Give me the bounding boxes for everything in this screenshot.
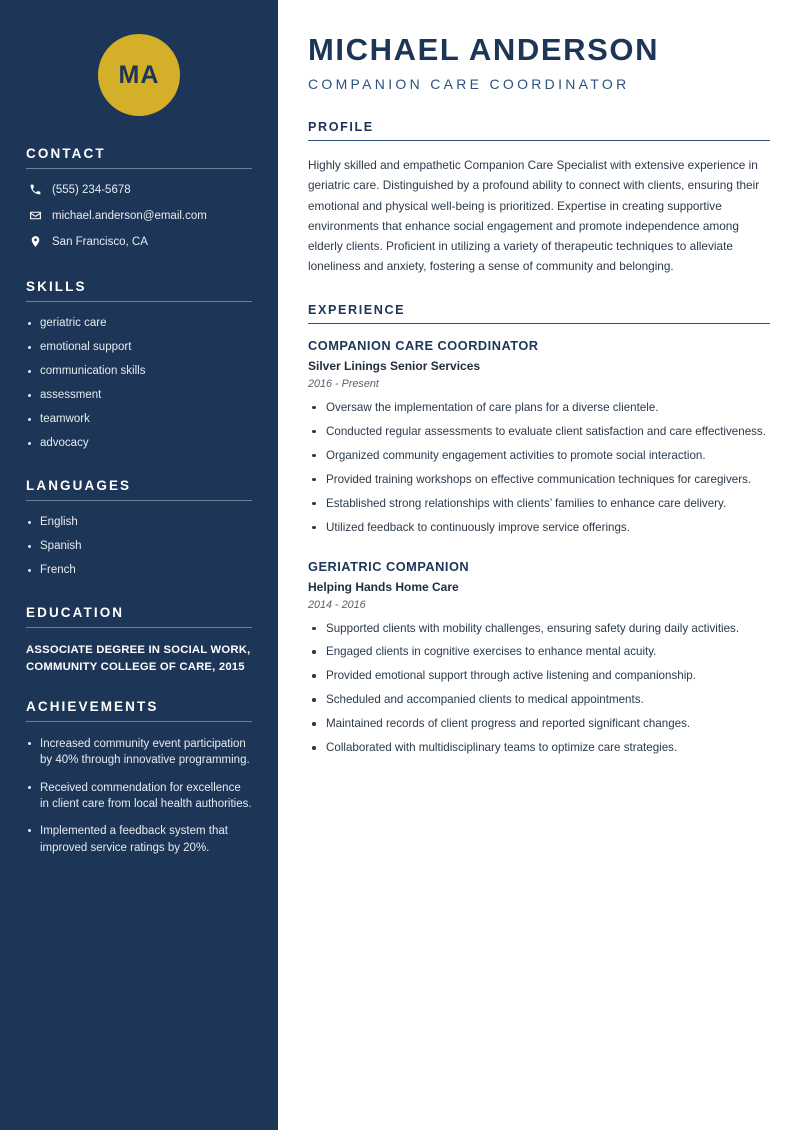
job-company: Silver Linings Senior Services (308, 358, 481, 373)
job-role-subtitle: COMPANION CARE COORDINATOR (308, 76, 630, 92)
phone-icon (26, 183, 44, 196)
list-item: emotional support (26, 340, 252, 356)
job-title: COMPANION CARE COORDINATOR (308, 337, 539, 353)
profile-text: Highly skilled and empathetic Companion Care Specialist with extensive experience in geriatric care. Distinguished by a profound ability to connect with clients, ensuring their emotional and physical well-being is prioritized. Expertise in creating supportive environments that enhance social engagement and promote independence among elderly clients. Proficient in utilizing a variety of therapeutic techniques to alleviate loneliness and anxiety, fostering a sense of community and belonging. (308, 158, 760, 274)
education-section (0, 605, 278, 675)
job-bullet-list (308, 399, 770, 537)
list-item: Oversaw the implementation of care plans for a diverse clientele. (308, 399, 770, 417)
languages-divider (26, 500, 252, 501)
contact-item-location (26, 235, 252, 248)
list-item: Supported clients with mobility challenges, ensuring safety during daily activities. (308, 620, 770, 638)
experience-divider (308, 323, 770, 324)
languages-heading: LANGUAGES (26, 478, 132, 494)
contact-item-phone (26, 183, 252, 196)
experience-heading: EXPERIENCE (308, 302, 406, 317)
main-column (278, 0, 800, 1130)
list-item: Provided emotional support through active listening and companionship. (308, 667, 770, 685)
list-item: assessment (26, 388, 252, 404)
map-pin-icon (26, 235, 44, 248)
profile-heading: PROFILE (308, 120, 374, 134)
languages-list (26, 515, 252, 579)
avatar-wrap (0, 0, 278, 146)
list-item: advocacy (26, 436, 252, 452)
avatar-initials: MA (118, 60, 160, 89)
list-item: French (26, 563, 252, 579)
experience-section (308, 303, 770, 758)
spacer (0, 675, 278, 699)
list-item: Maintained records of client progress and reported significant changes. (308, 715, 770, 733)
education-heading: EDUCATION (26, 605, 125, 621)
list-item: Conducted regular assessments to evaluate client satisfaction and care effectiveness. (308, 423, 770, 441)
list-item: Collaborated with multidisciplinary teams to optimize care strategies. (308, 739, 770, 757)
list-item: Received commendation for excellence in client care from local health authorities. (26, 780, 252, 813)
contact-item-email (26, 209, 252, 222)
experience-entry (308, 559, 770, 758)
list-item: teamwork (26, 412, 252, 428)
contact-phone-value: (555) 234-5678 (52, 183, 131, 196)
spacer (0, 460, 278, 478)
job-bullet-list (308, 620, 770, 758)
list-item: English (26, 515, 252, 531)
languages-section (0, 478, 278, 579)
list-item: Implemented a feedback system that improved service ratings by 20%. (26, 823, 252, 856)
achievements-divider (26, 721, 252, 722)
page-title: MICHAEL ANDERSON (308, 32, 660, 67)
list-item: Increased community event participation by 40% through innovative programming. (26, 736, 252, 769)
skills-list (26, 316, 252, 452)
profile-divider (308, 140, 770, 141)
achievements-heading: ACHIEVEMENTS (26, 698, 159, 714)
list-item: Spanish (26, 539, 252, 555)
skills-heading: SKILLS (26, 279, 87, 294)
skills-section (0, 279, 278, 452)
job-dates: 2016 - Present (308, 377, 379, 390)
list-item: communication skills (26, 364, 252, 380)
profile-section (308, 120, 770, 277)
list-item: Established strong relationships with clients’ families to enhance care delivery. (308, 495, 770, 513)
envelope-icon (26, 209, 44, 222)
achievements-list (26, 736, 252, 856)
contact-heading: CONTACT (26, 146, 106, 161)
list-item: Scheduled and accompanied clients to medical appointments. (308, 691, 770, 709)
job-dates: 2014 - 2016 (308, 598, 366, 611)
education-divider (26, 627, 252, 628)
achievements-section (0, 699, 278, 856)
list-item: Utilized feedback to continuously improve service offerings. (308, 519, 770, 537)
list-item: Provided training workshops on effective communication techniques for caregivers. (308, 471, 770, 489)
spacer (0, 261, 278, 279)
education-entry: ASSOCIATE DEGREE IN SOCIAL WORK, COMMUNITY COLLEGE OF CARE, 2015 (26, 644, 251, 673)
avatar (98, 34, 180, 116)
list-item: Organized community engagement activities to promote social interaction. (308, 447, 770, 465)
list-item: Engaged clients in cognitive exercises to enhance mental acuity. (308, 643, 770, 661)
contact-location-value: San Francisco, CA (52, 235, 148, 248)
contact-divider (26, 168, 252, 169)
job-company: Helping Hands Home Care (308, 579, 459, 594)
experience-entry (308, 338, 770, 537)
list-item: geriatric care (26, 316, 252, 332)
sidebar (0, 0, 278, 1130)
contact-section (0, 146, 278, 248)
job-title: GERIATRIC COMPANION (308, 558, 470, 574)
spacer (0, 587, 278, 605)
contact-email-value: michael.anderson@email.com (52, 209, 207, 222)
skills-divider (26, 301, 252, 302)
